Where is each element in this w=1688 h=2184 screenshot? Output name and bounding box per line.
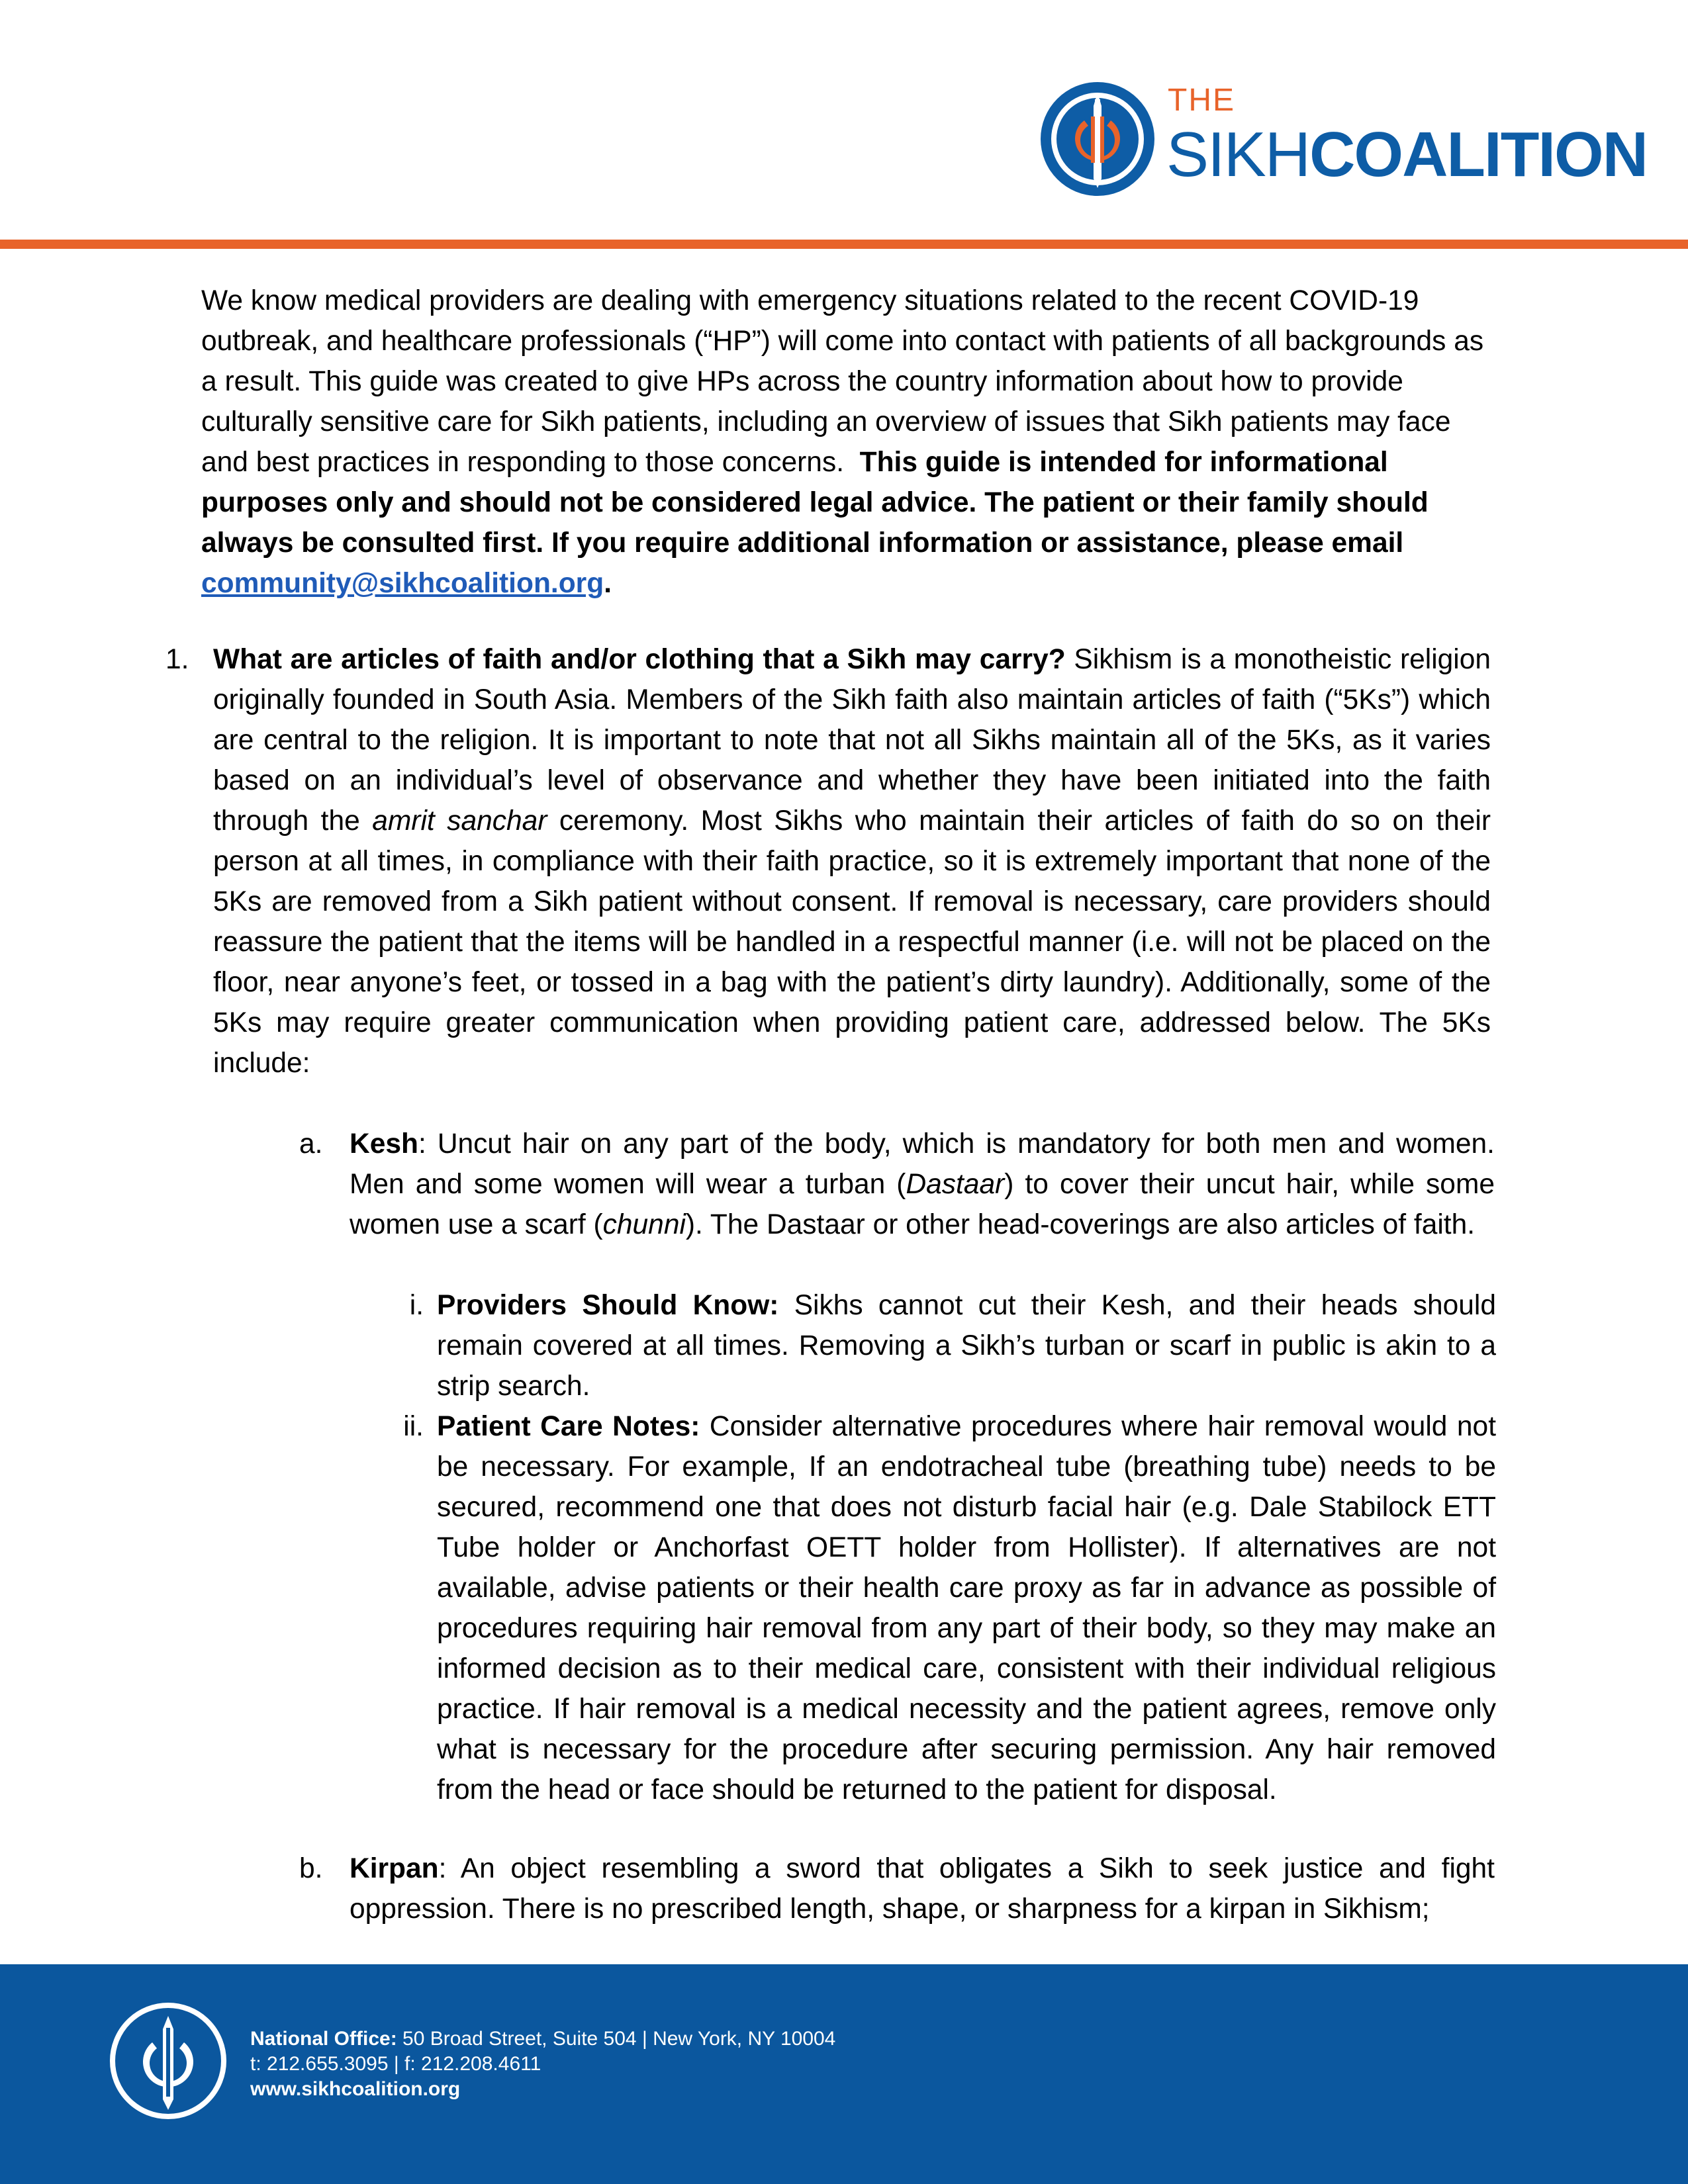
footer-office [250, 2026, 835, 2052]
list-marker: i. [409, 1290, 424, 1321]
kesh-text [350, 1124, 1495, 1245]
kesh-text-2: ) to cover their uncut hair, while some women use a scarf ( [350, 1169, 1495, 1240]
list-marker: ii. [403, 1411, 424, 1442]
question-1-italic: amrit sanchar [372, 805, 547, 837]
question-1-text-a: Sikhism is a monotheistic religion originally founded in South Asia. Members of the Sikh faith also maintain articles of faith (“5Ks”) which are central to the religion. It is important to note that not all Sikhs maintain all of the 5Ks, as it varies based on an individual’s level of observance and whether they have been initiated into the faith through the [213, 644, 1491, 837]
page-header [0, 0, 1688, 251]
kesh-text-1: : Uncut hair on any part of the body, which is mandatory for both men and women. Men and some women will wear a turban ( [350, 1128, 1495, 1200]
header-divider [0, 240, 1688, 249]
footer-website-link[interactable]: www.sikhcoalition.org [250, 2078, 461, 2100]
logo-name-text [1166, 119, 1648, 190]
kirpan-term: Kirpan [350, 1853, 439, 1884]
khanda-emblem-icon [1038, 79, 1157, 199]
list-item-patient-care-notes [403, 1406, 1497, 1810]
intro-text: We know medical providers are dealing with emergency situations related to the recent COVID-19 outbreak, and healthcare professionals (“HP”) will come into contact with patients of all backgrounds as a result. This guide was created to give HPs across the country information about how to provide culturally sensitive care for Sikh patients, including an overview of issues that Sikh patients may face and best practices in responding to those concerns. [201, 285, 1484, 478]
logo-the-text: THE [1168, 83, 1235, 118]
providers-should-know-label: Providers Should Know: [437, 1290, 779, 1321]
footer-office-address: 50 Broad Street, Suite 504 | New York, NY 10004 [397, 2028, 836, 2050]
email-link[interactable]: community@sikhcoalition.org [201, 568, 604, 599]
question-1-heading: What are articles of faith and/or clothing that a Sikh may carry? [213, 644, 1066, 675]
kesh-italic-chunni: chunni [602, 1209, 686, 1240]
intro-paragraph [201, 281, 1499, 604]
list-marker: b. [299, 1853, 323, 1884]
logo-name-coalition: COALITION [1309, 119, 1648, 190]
patient-care-notes-body: Consider alternative procedures where hair removal would not be necessary. For example, If an endotracheal tube (breathing tube) needs to be secured, recommend one that does not disturb facial hair (e.g. Dale Stabilock ETT Tube holder or Anchorfast OETT holder from Hollister). If alternatives are not available, advise patients or their health care proxy as far in advance as possible of procedures requiring hair removal from any part of their body, so they may make an informed decision as to their medical care, consistent with their individual religious practice. If hair removal is a medical necessity and the patient agrees, remove only what is necessary for the procedure after securing permission. Any hair removed from the head or face should be returned to the patient for disposal. [437, 1411, 1497, 1805]
list-number: 1. [165, 644, 189, 675]
patient-care-notes-label: Patient Care Notes: [437, 1411, 700, 1442]
kirpan-text [350, 1848, 1495, 1929]
list-marker: a. [299, 1128, 323, 1160]
khanda-emblem-icon [109, 2001, 228, 2120]
list-item-providers-should-know [409, 1285, 1496, 1406]
footer-contact [250, 2026, 835, 2102]
kesh-italic-dastaar: Dastaar [906, 1169, 1005, 1200]
footer-website[interactable] [250, 2077, 835, 2102]
kesh-text-3: ). The Dastaar or other head-coverings are also articles of faith. [685, 1209, 1476, 1240]
page-footer [0, 1964, 1688, 2184]
logo-name-sikh: SIKH [1166, 119, 1310, 190]
patient-care-notes-text [437, 1406, 1496, 1810]
sikh-coalition-logo [1038, 79, 1648, 199]
question-1-text-b: ceremony. Most Sikhs who maintain their articles of faith do so on their person at all times, in compliance with their faith practice, so it is extremely important that none of the 5Ks are removed from a Sikh patient without consent. If removal is necessary, care providers should reassure the patient that the items will be handled in a respectful manner (i.e. will not be placed on the floor, near anyone’s feet, or tossed in a bag with the patient’s dirty laundry). Additionally, some of the 5Ks may require greater communication when providing patient care, addressed below. The 5Ks include: [213, 805, 1491, 1079]
kirpan-body: : An object resembling a sword that obligates a Sikh to seek justice and fight oppression. There is no prescribed length, shape, or sharpness for a kirpan in Sikhism; [350, 1853, 1495, 1925]
list-item-kirpan [299, 1848, 1495, 1929]
intro-end: . [604, 568, 612, 599]
list-item-kesh [299, 1124, 1495, 1245]
footer-office-label: National Office: [250, 2028, 397, 2050]
intro-disclaimer: This guide is intended for informational purposes only and should not be considered legal advice. The patient or their family should always be consulted first. If you require additional information or assistance, please email [201, 447, 1429, 559]
footer-phones: t: 212.655.3095 | f: 212.208.4611 [250, 2053, 541, 2075]
providers-should-know-body: Sikhs cannot cut their Kesh, and their heads should remain covered at all times. Removing a Sikh’s turban or scarf in public is akin to a strip search. [437, 1290, 1496, 1402]
providers-should-know-text [437, 1285, 1496, 1406]
question-1-body [213, 639, 1491, 1083]
kesh-term: Kesh [350, 1128, 418, 1160]
